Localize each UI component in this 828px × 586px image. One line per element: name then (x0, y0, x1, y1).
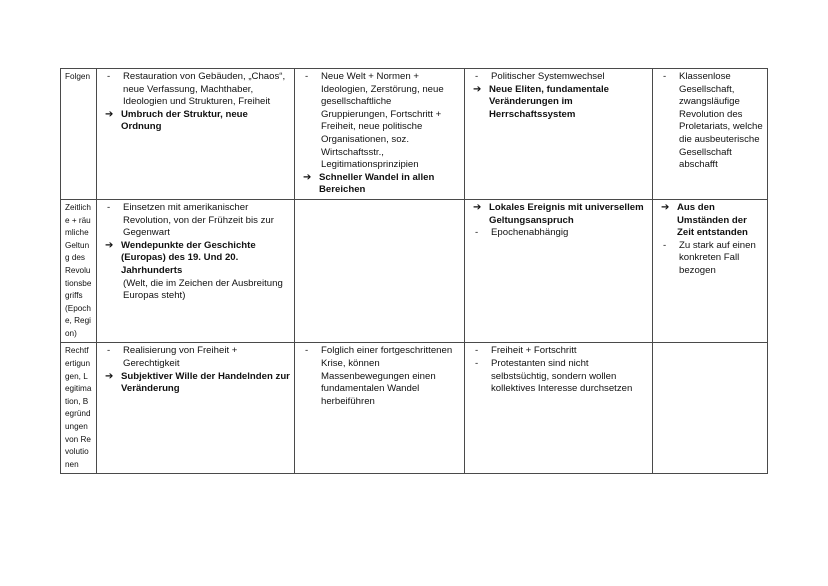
table-cell (295, 343, 465, 474)
list-item-text: Aus den Umständen der Zeit entstanden (677, 201, 748, 239)
list-item (469, 84, 648, 122)
list-item (101, 109, 290, 134)
bullet-list (469, 202, 648, 240)
table-cell (465, 343, 653, 474)
list-item-text: Freiheit + Fortschritt (491, 345, 577, 357)
list-item (101, 240, 290, 278)
table-body (61, 69, 768, 474)
table-row (61, 199, 768, 343)
bullet-list (657, 202, 763, 278)
arrow-right-icon: ➔ (303, 171, 312, 183)
list-item-text: Lokales Ereignis mit universellem Geltungsanspruch (489, 201, 644, 226)
list-item (101, 278, 290, 303)
list-item (299, 71, 460, 172)
list-item (101, 202, 290, 240)
list-item (469, 345, 648, 358)
list-item-text: (Welt, die im Zeichen der Ausbreitung Europas steht) (123, 277, 283, 302)
arrow-right-icon: ➔ (105, 370, 114, 382)
list-item-text: Subjektiver Wille der Handelnden zur Veränderung (121, 370, 290, 395)
list-item (299, 345, 460, 408)
table-cell (295, 199, 465, 343)
bullet-list (657, 71, 763, 172)
dash-bullet: - (475, 358, 479, 370)
list-item-text: Umbruch der Struktur, neue Ordnung (121, 108, 248, 133)
dash-bullet: - (475, 227, 479, 239)
list-item (657, 240, 763, 278)
table-cell (465, 199, 653, 343)
list-item-text: Folglich einer fortgeschrittenen Krise, können Massenbewegungen einen fundamentalen Wandel herbeiführen (321, 345, 453, 407)
dash-bullet: - (107, 345, 111, 357)
list-item (469, 71, 648, 84)
list-item-text: Epochenabhängig (491, 227, 569, 239)
list-item (657, 202, 763, 240)
arrow-right-icon: ➔ (473, 201, 482, 213)
list-item-text: Neue Eliten, fundamentale Veränderungen im Herrschaftssystem (489, 83, 609, 120)
comparison-table (60, 68, 768, 474)
list-item-text: Einsetzen mit amerikanischer Revolution, von der Frühzeit bis zur Gegenwart (123, 201, 274, 239)
table-cell (295, 69, 465, 200)
list-item-text: Neue Welt + Normen + Ideologien, Zerstörung, neue gesellschaftliche Gruppierungen, Fortschritt + Freiheit, neue politische Organisationen, soz. Wirtschaftsstr., Legitimationsprinzipien (321, 71, 444, 171)
list-item-text: Schneller Wandel in allen Bereichen (319, 171, 435, 196)
table-cell (465, 69, 653, 200)
list-item-text: Wendepunkte der Geschichte (Europas) des 19. Und 20. Jahrhunderts (121, 239, 256, 276)
table-cell (653, 199, 768, 343)
table-cell (97, 199, 295, 343)
dash-bullet: - (305, 71, 309, 82)
bullet-list (101, 345, 290, 395)
arrow-right-icon: ➔ (105, 108, 114, 120)
list-item (469, 358, 648, 396)
list-item (469, 227, 648, 240)
row-label: Rechtfertigungen, Legitimation, Begründungen von Revolutionen (61, 343, 97, 474)
dash-bullet: - (475, 345, 479, 357)
bullet-list (101, 71, 290, 134)
arrow-right-icon: ➔ (661, 201, 670, 213)
list-item-text: Klassenlose Gesellschaft, zwangsläufige Revolution des Proletariats, welche die ausbeuterische Gesellschaft abschafft (679, 71, 763, 171)
list-item (101, 371, 290, 396)
table-cell (653, 69, 768, 200)
list-item-text: Realisierung von Freiheit + Gerechtigkeit (123, 345, 238, 370)
list-item (101, 71, 290, 109)
bullet-list (469, 71, 648, 121)
list-item-text: Zu stark auf einen konkreten Fall bezogen (679, 239, 756, 276)
list-item-text: Protestanten sind nicht selbstsüchtig, sondern wollen kollektives Interesse durchsetzen (491, 358, 633, 395)
bullet-list (299, 345, 460, 408)
dash-bullet: - (305, 345, 309, 357)
bullet-list (101, 202, 290, 303)
list-item (657, 71, 763, 172)
arrow-right-icon: ➔ (105, 239, 114, 251)
list-item (101, 345, 290, 370)
dash-bullet: - (663, 71, 667, 82)
table-cell (97, 343, 295, 474)
bullet-list (469, 345, 648, 395)
row-label: Zeitliche + räumliche Geltung des Revolutionsbegriffs (Epoche, Region) (61, 199, 97, 343)
bullet-list (299, 71, 460, 197)
dash-bullet: - (663, 239, 667, 251)
row-label: Folgen (61, 69, 97, 200)
table-row (61, 343, 768, 474)
list-item-text: Politischer Systemwechsel (491, 71, 605, 82)
table-cell (97, 69, 295, 200)
table-cell (653, 343, 768, 474)
dash-bullet: - (107, 71, 111, 82)
dash-bullet: - (475, 71, 479, 82)
dash-bullet: - (107, 201, 111, 213)
list-item (299, 172, 460, 197)
table-row (61, 69, 768, 200)
list-item-text: Restauration von Gebäuden, „Chaos“, neue Verfassung, Machthaber, Ideologien und Strukturen, Freiheit (123, 71, 286, 108)
list-item (469, 202, 648, 227)
arrow-right-icon: ➔ (473, 83, 482, 95)
